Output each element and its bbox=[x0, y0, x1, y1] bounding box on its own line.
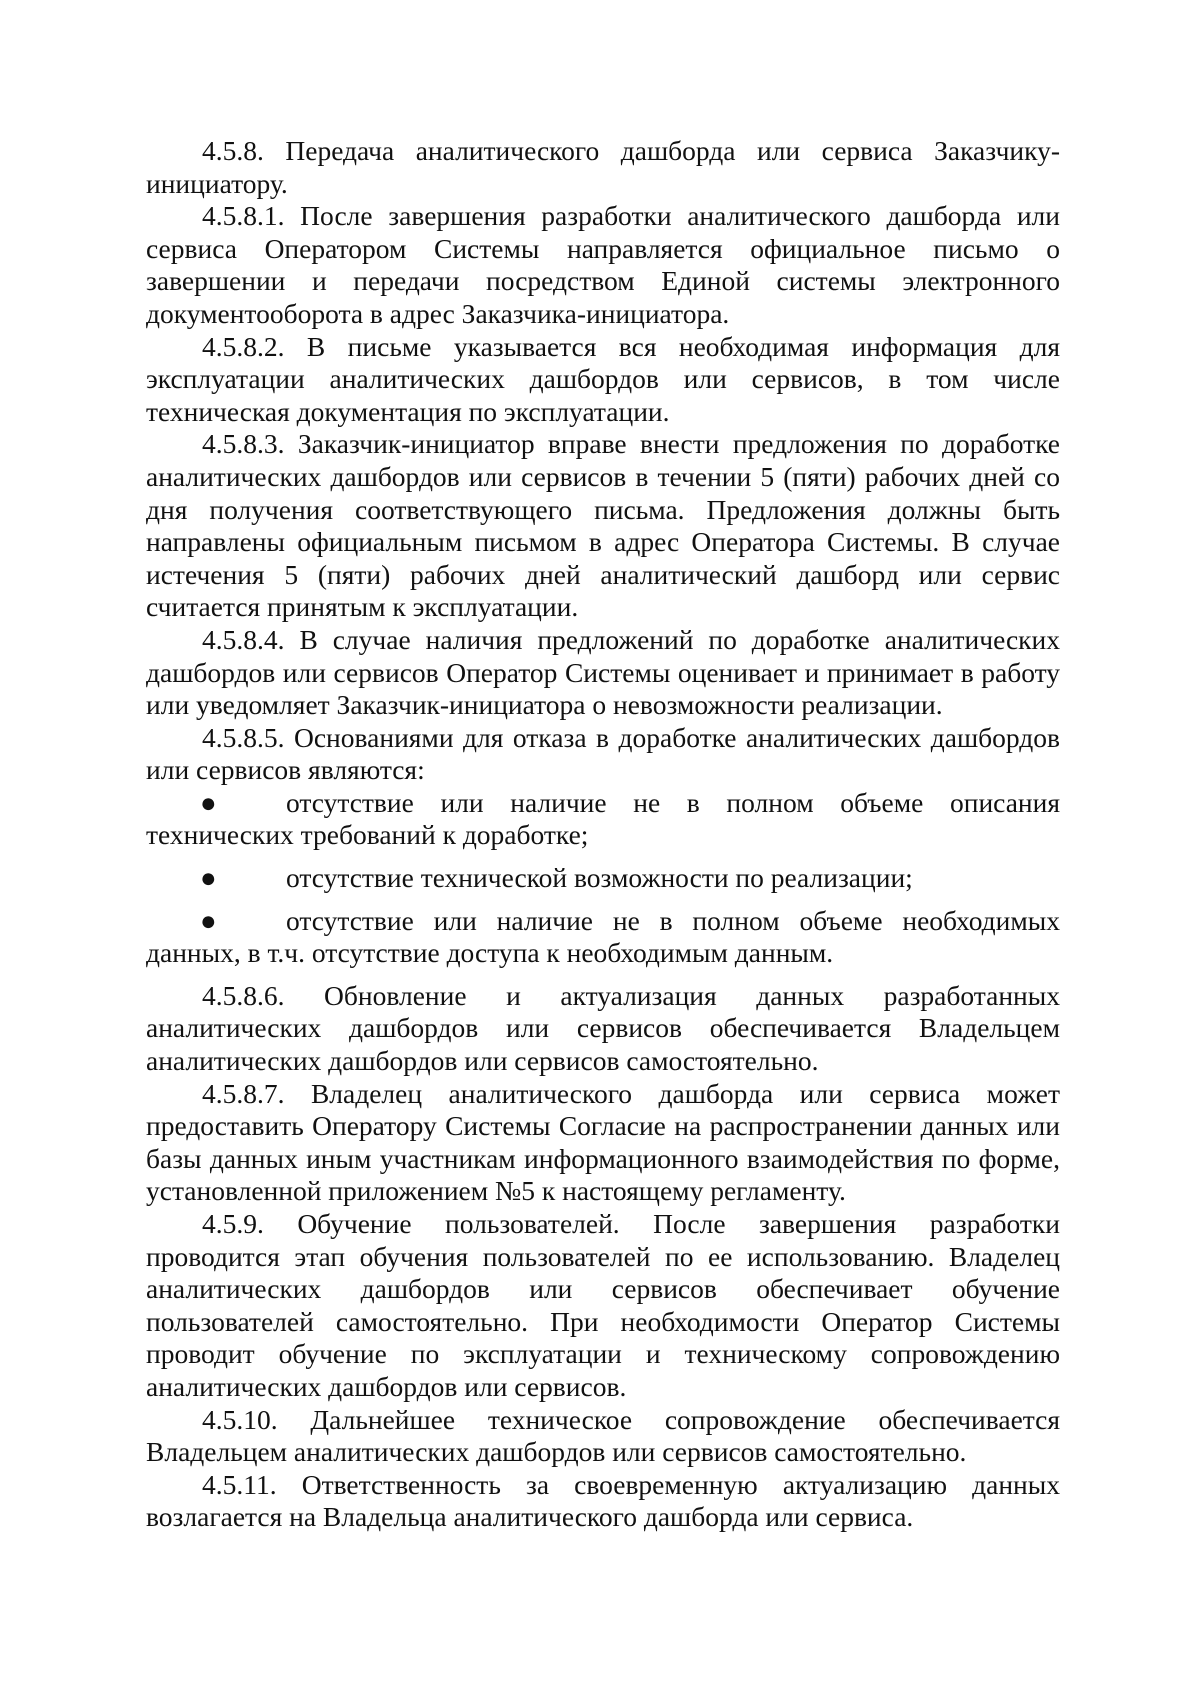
paragraph-4-5-8-2: 4.5.8.2. В письме указывается вся необходимая информация для эксплуатации аналитических дашбордов или сервисов, в том числе техническая документация по эксплуатации. bbox=[146, 330, 1060, 427]
paragraph-4-5-11: 4.5.11. Ответственность за своевременную актуализацию данных возлагается на Владельца аналитического дашборда или сервиса. bbox=[146, 1468, 1060, 1533]
paragraph-4-5-8-3: 4.5.8.3. Заказчик-инициатор вправе внести предложения по доработке аналитических дашбордов или сервисов в течении 5 (пяти) рабочих дней со дня получения соответствующего письма. Предложения должны быть направлены официальным письмом в адрес Оператора Системы. В случае истечения 5 (пяти) рабочих дней аналитический дашборд или сервис считается принятым к эксплуатации. bbox=[146, 428, 1060, 623]
paragraph-4-5-8-7: 4.5.8.7. Владелец аналитического дашборда или сервиса может предоставить Оператору Системы Согласие на распространении данных или базы данных иным участникам информационного взаимодействия по форме, установленной приложением №5 к настоящему регламенту. bbox=[146, 1077, 1060, 1207]
paragraph-4-5-8-5: 4.5.8.5. Основаниями для отказа в доработке аналитических дашбордов или сервисов являются: bbox=[146, 721, 1060, 786]
paragraph-4-5-10: 4.5.10. Дальнейшее техническое сопровождение обеспечивается Владельцем аналитических дашбордов или сервисов самостоятельно. bbox=[146, 1403, 1060, 1468]
document-page bbox=[146, 135, 1060, 1534]
bullet-item bbox=[146, 787, 1060, 852]
bullet-text: отсутствие технической возможности по реализации; bbox=[286, 862, 913, 894]
bullet-icon: ● bbox=[200, 862, 217, 894]
paragraph-4-5-9: 4.5.9. Обучение пользователей. После завершения разработки проводится этап обучения пользователей по ее использованию. Владелец аналитических дашбордов или сервисов обеспечивает обучение пользователей самостоятельно. При необходимости Оператор Системы проводит обучение по эксплуатации и техническому сопровождению аналитических дашбордов или сервисов. bbox=[146, 1208, 1060, 1402]
bullet-item bbox=[146, 862, 1060, 895]
bullet-item bbox=[146, 905, 1060, 970]
bullet-text: отсутствие или наличие не в полном объеме описания технических требований к доработке; bbox=[146, 786, 1060, 851]
paragraph-4-5-8-4: 4.5.8.4. В случае наличия предложений по доработке аналитических дашбордов или сервисов Оператор Системы оценивает и принимает в работу или уведомляет Заказчик-инициатора о невозможности реализации. bbox=[146, 623, 1060, 721]
paragraph-4-5-8-1: 4.5.8.1. После завершения разработки аналитического дашборда или сервиса Оператором Системы направляется официальное письмо о завершении и передачи посредством Единой системы электронного документооборота в адрес Заказчика-инициатора. bbox=[146, 200, 1060, 329]
paragraph-4-5-8: 4.5.8. Передача аналитического дашборда или сервиса Заказчику-инициатору. bbox=[146, 135, 1060, 199]
bullet-text: отсутствие или наличие не в полном объеме необходимых данных, в т.ч. отсутствие доступа к необходимым данным. bbox=[146, 904, 1060, 969]
bullet-icon: ● bbox=[200, 786, 217, 818]
bullet-icon: ● bbox=[200, 904, 217, 936]
paragraph-4-5-8-6: 4.5.8.6. Обновление и актуализация данных разработанных аналитических дашбордов или сервисов обеспечивается Владельцем аналитических дашбордов или сервисов самостоятельно. bbox=[146, 979, 1060, 1077]
